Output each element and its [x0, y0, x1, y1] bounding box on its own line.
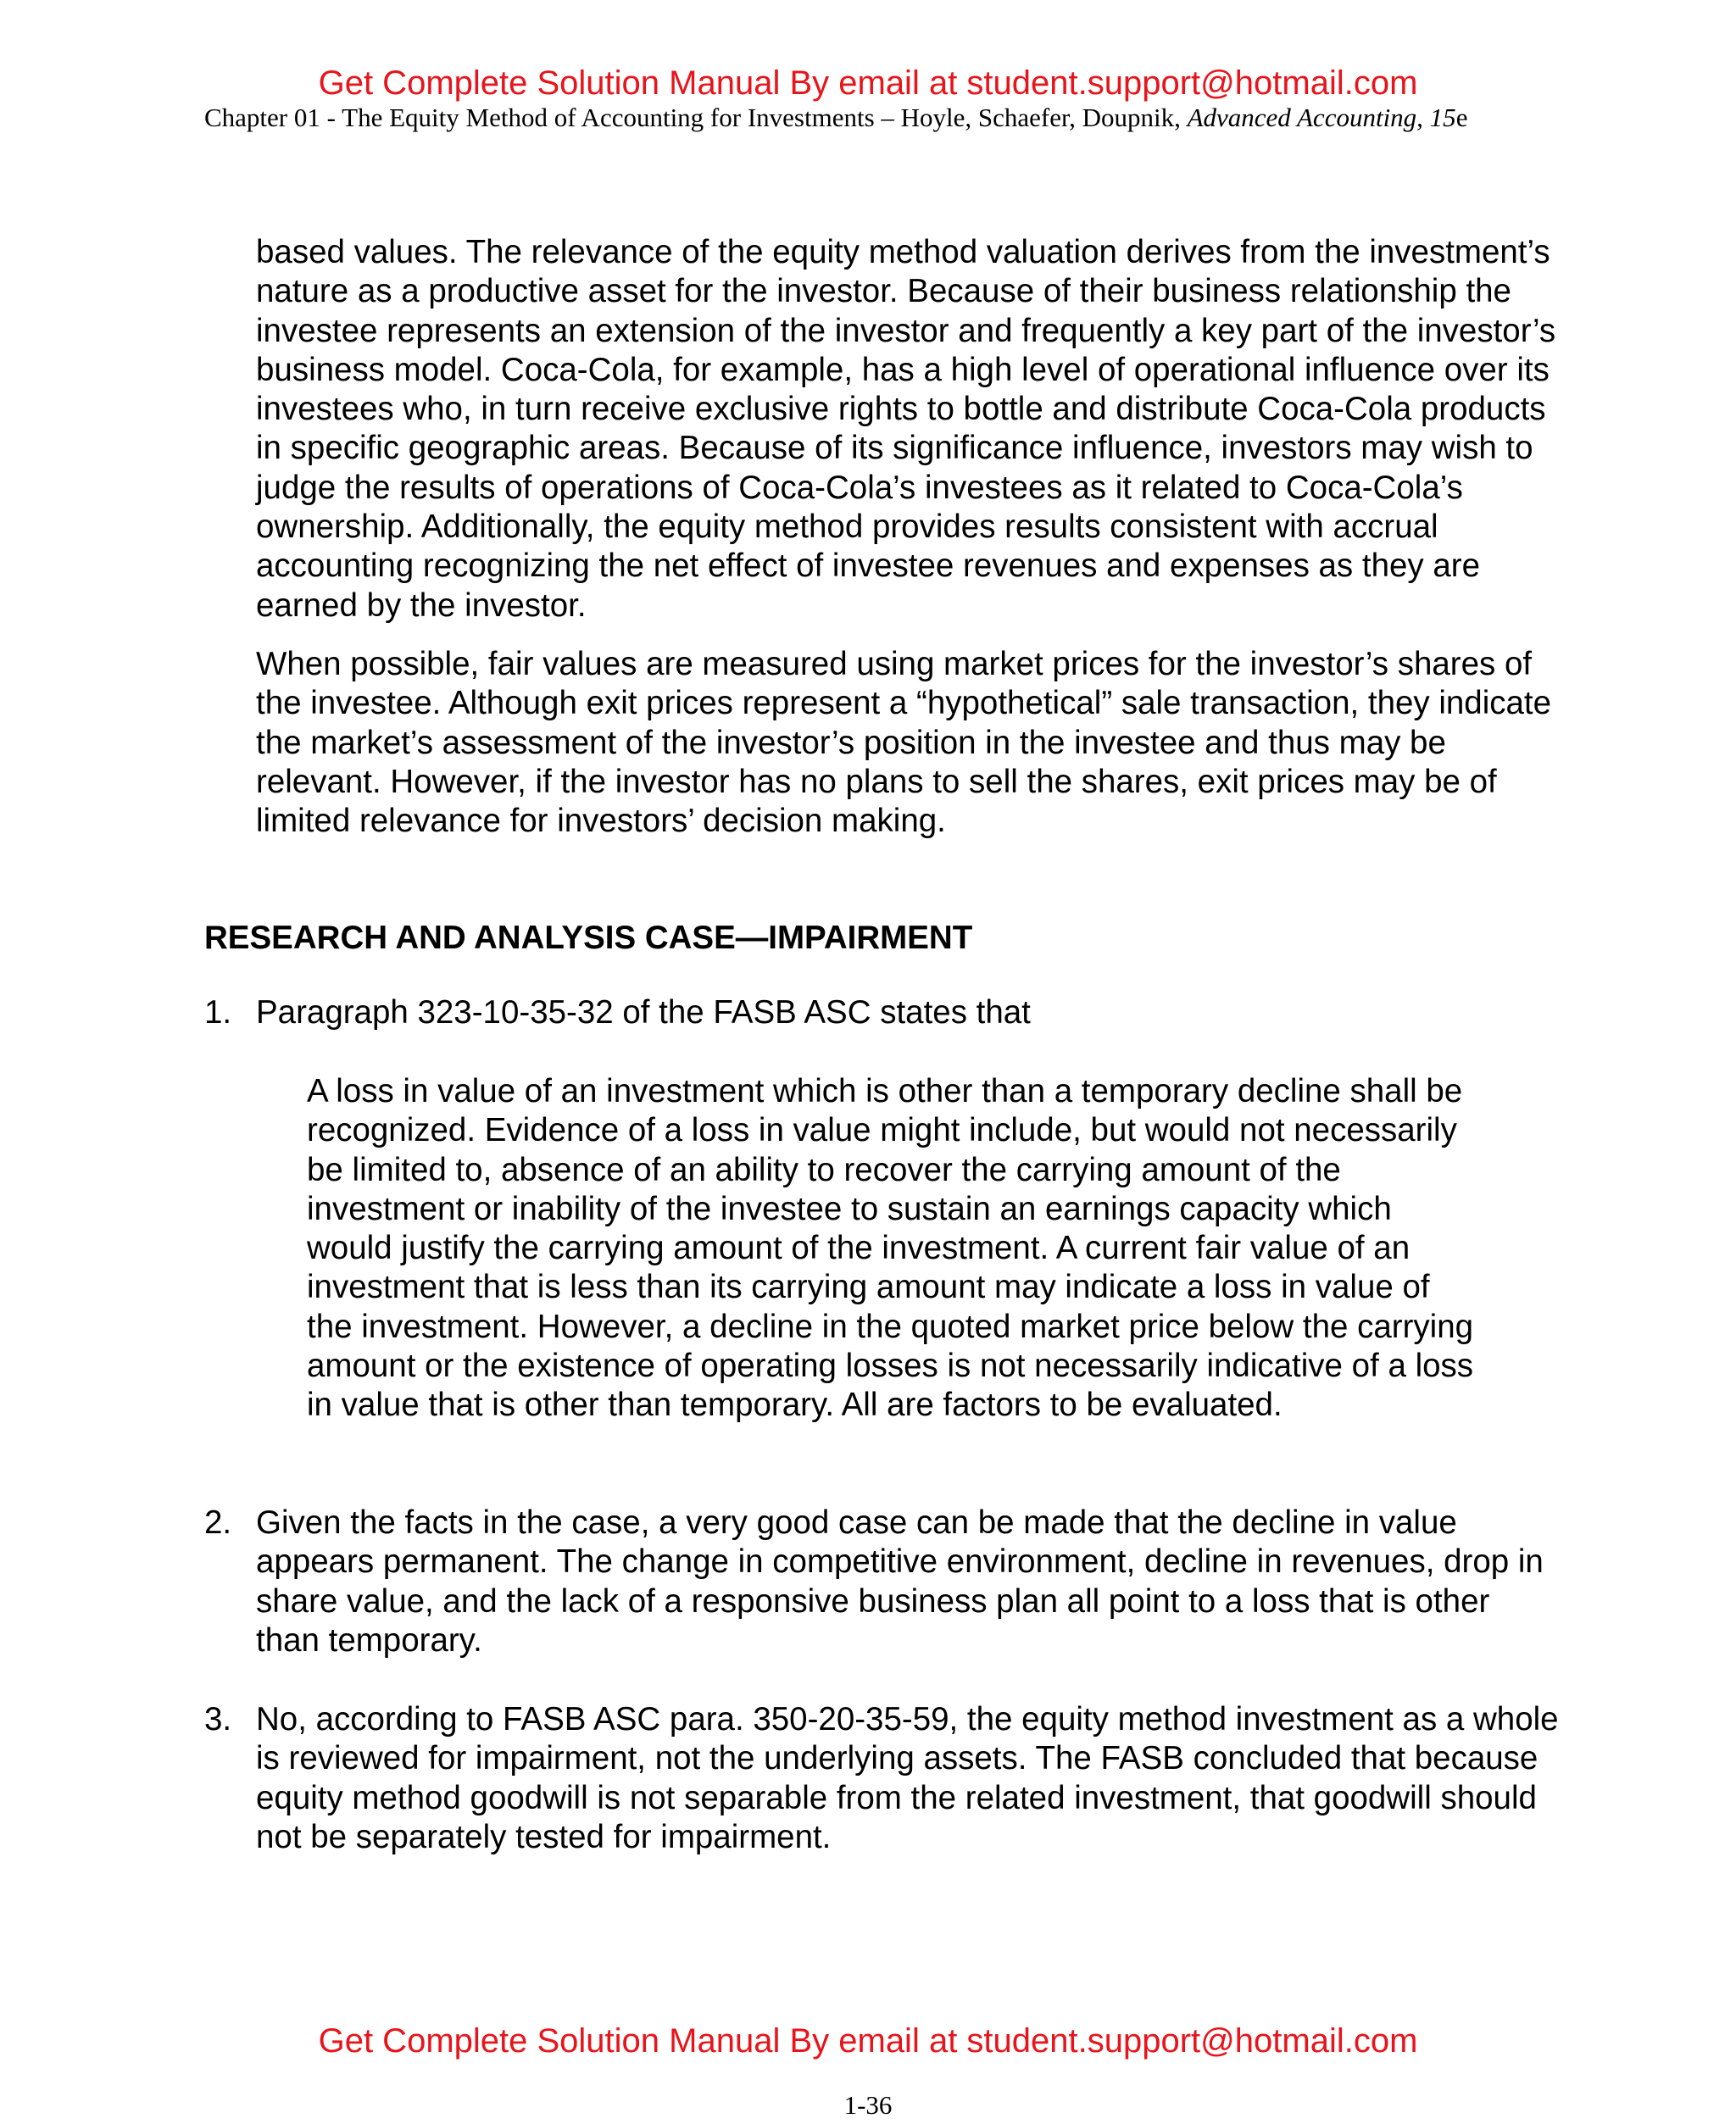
- header-prefix: Chapter 01 - The Equity Method of Accounting for Investments – Hoyle, Schaefer, Doupnik,: [204, 103, 1188, 132]
- chapter-header: [204, 102, 1544, 134]
- page-number: 1-36: [843, 2090, 893, 2120]
- body-paragraph-2: When possible, fair values are measured using market prices for the investor’s shares of the investee. Although exit prices represent a “hypothetical” sale transaction, they indicate the market’s assessment of the investor’s position in the investee and thus may be relevant. However, if the investor has no plans to sell the shares, exit prices may be of limited relevance for investors’ decision making.: [256, 646, 1552, 840]
- promo-banner-top: Get Complete Solution Manual By email at student.support@hotmail.com: [318, 64, 1418, 102]
- list-item-text: No, according to FASB ASC para. 350-20-35-59, the equity method investment as a whole is reviewed for impairment, not the underlying assets. The FASB concluded that because equity method goodwill is not separable from the related investment, that goodwill should not be separately tested for impairment.: [256, 1701, 1559, 1855]
- list-item-text: Paragraph 323-10-35-32 of the FASB ASC states that: [256, 994, 1031, 1031]
- edition-suffix: e: [1455, 103, 1468, 132]
- promo-banner-bottom: Get Complete Solution Manual By email at student.support@hotmail.com: [318, 2022, 1418, 2060]
- section-heading: RESEARCH AND ANALYSIS CASE—IMPAIRMENT: [204, 920, 973, 956]
- list-item: [204, 1700, 1561, 1857]
- list-item: [204, 993, 1561, 1032]
- list-item-number: 3.: [204, 1701, 232, 1738]
- list-item-text: Given the facts in the case, a very good case can be made that the decline in value appears permanent. The change in competitive environment, decline in revenues, drop in share value, and the lack of a responsive business plan all point to a loss that is other than temporary.: [256, 1504, 1544, 1659]
- block-quote: A loss in value of an investment which is other than a temporary decline shall be recognized. Evidence of a loss in value might include, but would not necessarily be limited to, absence of an ability to recover the carrying amount of the investment or inability of the investee to sustain an earnings capacity which would justify the carrying amount of the investment. A current fair value of an investment that is less than its carrying amount may indicate a loss in value of the investment. However, a decline in the quoted market price below the carrying amount or the existence of operating losses is not necessarily indicative of a loss in value that is other than temporary. All are factors to be evaluated.: [307, 1073, 1474, 1424]
- list-item-number: 2.: [204, 1504, 232, 1541]
- list-item-number: 1.: [204, 994, 232, 1031]
- body-paragraph-1: based values. The relevance of the equity method valuation derives from the investment’s nature as a productive asset for the investor. Because of their business relationship the investee represents an extension of the investor and frequently a key part of the investor’s business model. Coca-Cola, for example, has a high level of operational influence over its investees who, in turn receive exclusive rights to bottle and distribute Coca-Cola products in specific geographic areas. Because of its significance influence, investors may wish to judge the results of operations of Coca-Cola’s investees as it related to Coca-Cola’s ownership. Additionally, the equity method provides results consistent with accrual accounting recognizing the net effect of investee revenues and expenses as they are earned by the investor.: [256, 234, 1556, 624]
- list-item: [204, 1504, 1561, 1660]
- book-title: Advanced Accounting, 15: [1187, 103, 1456, 132]
